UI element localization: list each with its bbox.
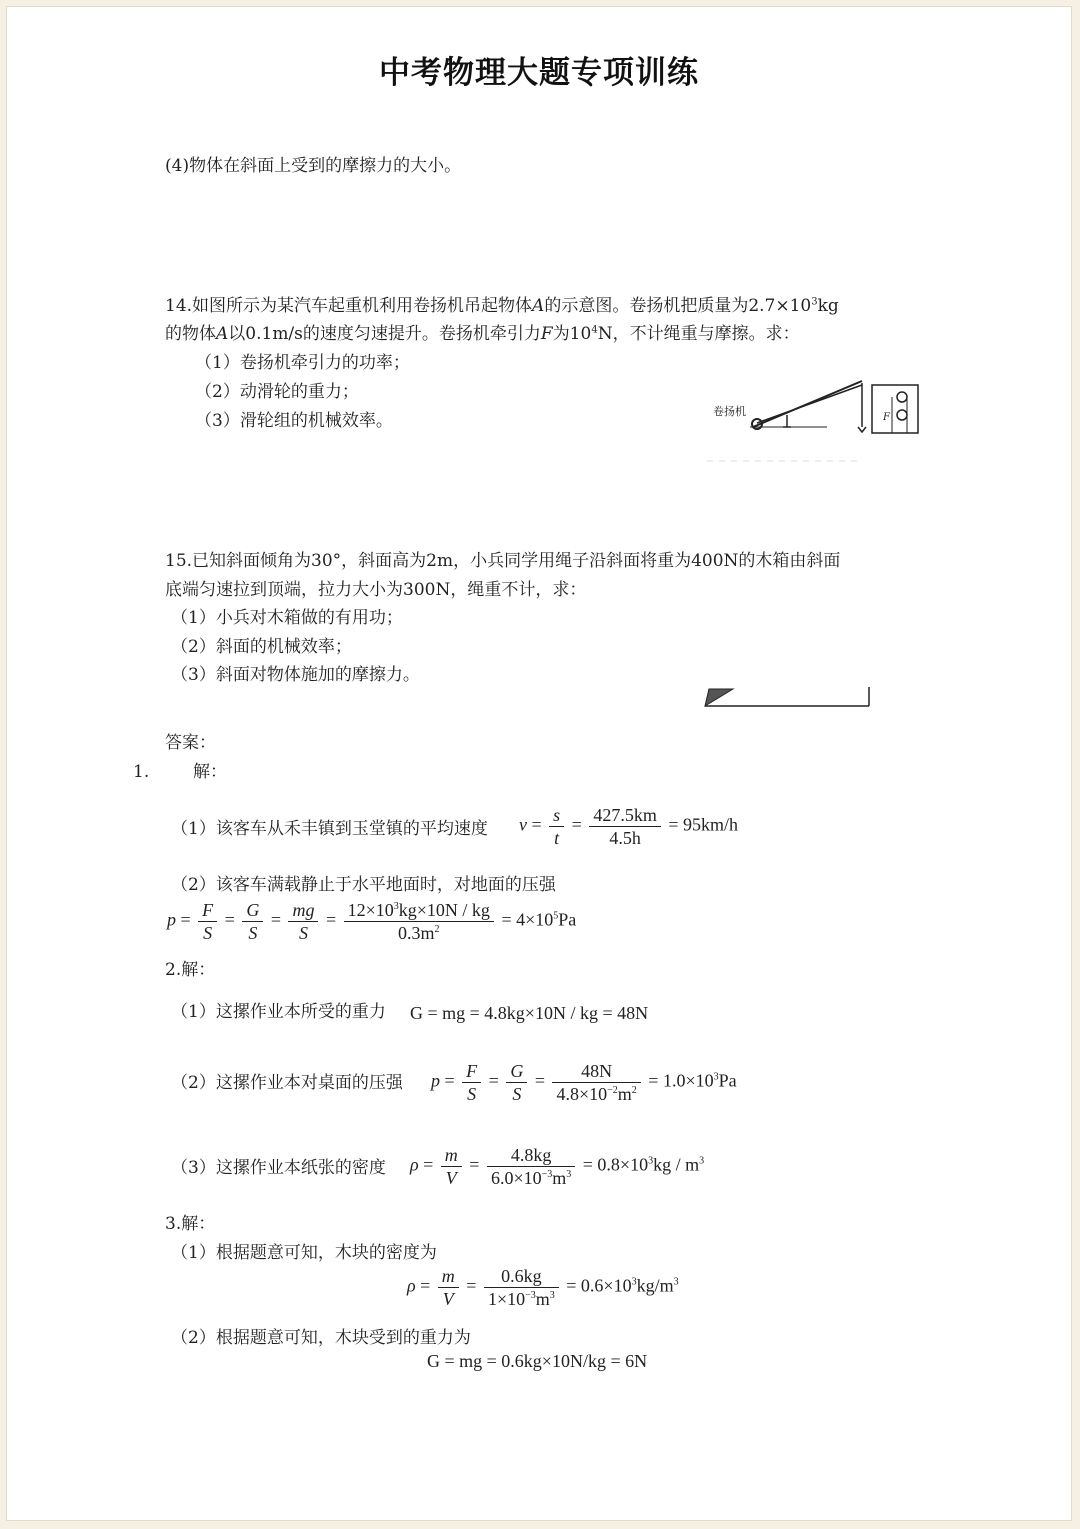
answer-1-number: 1.	[133, 762, 150, 782]
q15-item-2: （2）斜面的机械效率；	[171, 637, 352, 657]
a3-part2-text: （2）根据题意可知，木块受到的重力为	[171, 1328, 471, 1348]
q13-part4: (4)物体在斜面上受到的摩擦力的大小。	[165, 156, 462, 176]
crane-force-label: F	[883, 412, 890, 423]
document-page	[6, 6, 1072, 1521]
crane-diagram	[707, 375, 922, 465]
answer-1-label: 解：	[193, 762, 227, 782]
q14-item-1: （1）卷扬机牵引力的功率；	[195, 353, 410, 373]
q15-item-1: （1）小兵对木箱做的有用功；	[171, 608, 403, 628]
answer-2-label: 2.解：	[165, 960, 216, 980]
answers-heading: 答案：	[165, 733, 216, 753]
a2-part2-formula: p = $\frac{F}{S}$ = $\frac{G}{S}$ = $\frac{48N}{4.8\times 10^{-2}m^2}$ = $1.0\times 10^3Pa$	[431, 1061, 737, 1104]
a2-part3-formula: ρ = $\frac{m}{V}$ = $\frac{4.8kg}{6.0\times 10^{-3}m^3}$ = $0.8\times 10^3kg / m^3$	[410, 1145, 705, 1188]
a1-part1-formula: v = $\frac{s}{t}$ = $\frac{427.5km}{4.5h}$ = 95km/h	[519, 805, 739, 848]
a2-part2-text: （2）这摞作业本对桌面的压强	[171, 1073, 403, 1093]
a1-part1-text: （1）该客车从禾丰镇到玉堂镇的平均速度	[171, 819, 488, 839]
crane-winch-label: 卷扬机	[713, 405, 746, 418]
page-title: 中考物理大题专项训练	[379, 55, 699, 91]
q14-line1: 14.如图所示为某汽车起重机利用卷扬机吊起物体A的示意图。卷扬机把质量为$2.7\times 10^3kg$	[165, 296, 839, 316]
a2-part3-text: （3）这摞作业本纸张的密度	[171, 1158, 386, 1178]
q14-item-2: （2）动滑轮的重力；	[195, 382, 359, 402]
q14-line2: 的物体A以0.1m/s的速度匀速提升。卷扬机牵引力F为$10^4N$，不计绳重与摩擦。求：	[165, 324, 800, 344]
a2-part1-formula: G = mg = 4.8kg×10N / kg = 48N	[410, 1003, 649, 1023]
answer-3-label: 3.解：	[165, 1214, 216, 1234]
a2-part1-text: （1）这摞作业本所受的重力	[171, 1002, 386, 1022]
a3-part1-text: （1）根据题意可知，木块的密度为	[171, 1243, 437, 1263]
q15-line2: 底端匀速拉到顶端，拉力大小为300N，绳重不计，求：	[165, 580, 587, 600]
a1-part2-text: （2）该客车满载静止于水平地面时，对地面的压强	[171, 875, 556, 895]
incline-diagram	[697, 679, 877, 711]
q15-item-3: （3）斜面对物体施加的摩擦力。	[171, 665, 420, 685]
a3-part2-formula: G = mg = 0.6kg×10N/kg = 6N	[427, 1351, 648, 1371]
a3-part1-formula: ρ = $\frac{m}{V}$ = $\frac{0.6kg}{1\times 10^{-3}m^3}$ = $0.6\times 10^3kg/m^3$	[407, 1266, 679, 1309]
a1-part2-formula: p = $\frac{F}{S}$ = $\frac{G}{S}$ = $\frac{mg}{S}$ = $\frac{12\times 10^3kg\times 10N / kg}{0.3m^2}$ = $4\times 10^5Pa$	[167, 900, 577, 943]
q15-line1: 15.已知斜面倾角为30°，斜面高为2m，小兵同学用绳子沿斜面将重为400N的木箱由斜面	[165, 551, 841, 571]
q14-item-3: （3）滑轮组的机械效率。	[195, 411, 393, 431]
